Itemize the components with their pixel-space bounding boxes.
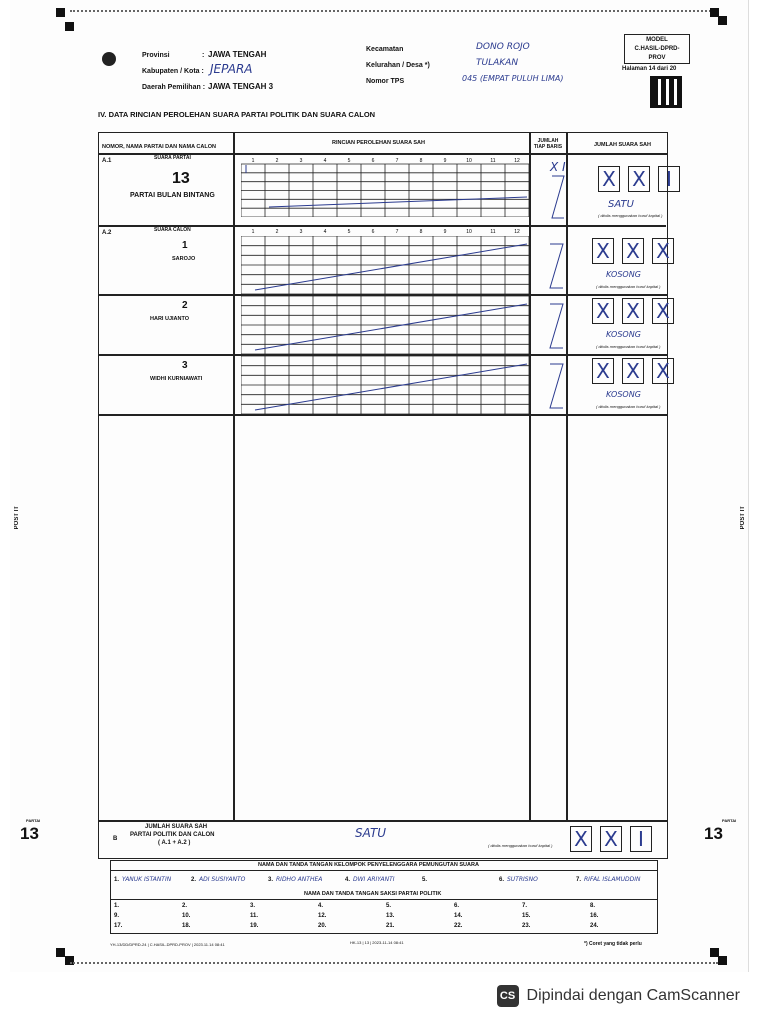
saksi-signature-slot: 3.	[250, 903, 256, 909]
document-sheet: Provinsi : JAWA TENGAH Kabupaten / Kota : JEPARA Daerah Pemilihan : JAWA TENGAH 3 Kecamatan DONO ROJO Kelurahan / Desa *) TULAKAN Nomor TPS 045 (EMPAT PULUH LIMA) MODEL C.HASIL-DPRD- PROV Halaman 14 dari 20 IV. DATA RINCIAN PEROLEHAN SUARA PARTAI POLITIK DAN SUARA CALON NOMOR, NAMA PARTAI DAN NAMA CALON RINCIAN PEROLEHAN SUARA SAH JUMLAH TIAP BARIS JUMLAH SUARA SAH A.1 SUARA PARTAI 13 PARTAI BULAN BINTANG 1 2 3 4 5 6 7 8 9 10 11 12 X I X X I SATU ( ditulis menggunakan huruf kapital ) A.2 SUARA CALON 1 2 3 4 5 6 7 8 9 10 11 12 1 SAROJO X X X KOSONG ( ditulis menggunakan huruf kapital ) 2 HARI UJIANTO X X X KOSONG ( ditulis menggunakan huruf kapital ) 3 WIDHI KURNIAWATI X X X KOSONG ( ditulis menggunakan huruf kapital ) B JUMLAH SUARA SAH PARTAI POLITIK DAN CALON ( A.1 + A.2 ) SATU ( ditulis menggunakan huruf kapital ) X X I NAMA DAN TANDA TANGAN KELOMPOK PENYELENGGARA PEMUNGUTAN SUARA 1. YANUK ISTANTIN 2. ADI SUSIYANTO 3. RIDHO ANTHEA 4. DWI ARIYANTI 5. 6. SUTRISNO 7. RIFAL ISLAMUDDIN NAMA DAN TANDA TANGAN SAKSI PARTAI POLITIK 1. 2. 3. 4. 5. 6. 7. 8. 9. 10. 11. 12. 13. 14. 15. 16. 17. 18. 19. 20. 21. 22. 23. 24. YH-13/DD/DPRD-24 | C.HASIL-DPRD-PROV | 2023.11.14 08:41 HK-13 | 13 | 2023-11-14 08:41 *) Coret yang tidak perlu PARTAI 13 PARTAI 13 POST IT POST IT	[10, 0, 749, 972]
candidate-words: KOSONG	[606, 270, 641, 279]
column-number: 8	[419, 158, 423, 164]
a1-total-box-units: I	[658, 166, 680, 192]
candidate-total-box-units: X	[652, 358, 674, 384]
alignment-mark	[56, 948, 65, 957]
footer-left-code: YH-13/DD/DPRD-24 | C.HASIL-DPRD-PROV | 2023.11.14 08:41	[110, 942, 225, 947]
a1-total-box-tens: X	[628, 166, 650, 192]
column-number: 2	[275, 229, 279, 235]
kpps-signature-name: RIDHO ANTHEA	[276, 876, 323, 883]
kpu-logo-icon	[102, 52, 116, 66]
saksi-signature-slot: 21.	[386, 923, 395, 929]
saksi-signature-slot: 20.	[318, 923, 327, 929]
kpps-title: NAMA DAN TANDA TANGAN KELOMPOK PENYELENGGARA PEMUNGUTAN SUARA	[258, 862, 479, 868]
camscanner-text: Dipindai dengan CamScanner	[526, 987, 740, 1004]
candidate-total-box-hundreds: X	[592, 358, 614, 384]
tps-value: 045 (EMPAT PULUH LIMA)	[462, 74, 564, 83]
kecamatan-value: DONO ROJO	[476, 42, 530, 52]
column-number: 9	[443, 158, 447, 164]
kpps-signature-name: ADI SUSIYANTO	[199, 876, 246, 883]
daerah-value: JAWA TENGAH 3	[208, 82, 274, 91]
qr-code-icon	[650, 76, 682, 108]
left-post-it-label: POST IT	[14, 506, 20, 530]
alignment-mark	[718, 956, 727, 965]
b-words: SATU	[355, 826, 387, 840]
section-title: IV. DATA RINCIAN PEROLEHAN SUARA PARTAI POLITIK DAN SUARA CALON	[98, 110, 376, 119]
model-line-3: PROV	[648, 55, 666, 61]
right-post-it-label: POST IT	[740, 506, 746, 530]
a1-code: A.1	[102, 158, 112, 164]
candidate-number: 3	[182, 360, 188, 371]
saksi-signature-slot: 12.	[318, 913, 327, 919]
column-number: 6	[371, 229, 375, 235]
column-number: 7	[395, 229, 399, 235]
footer-note: *) Coret yang tidak perlu	[584, 941, 642, 947]
kpps-signature-slot: 5.	[422, 877, 428, 883]
provinsi-label: Provinsi	[142, 52, 170, 59]
right-partai-number: 13	[704, 824, 723, 843]
candidate-total-box-units: X	[652, 298, 674, 324]
kpps-signature-name: SUTRISNO	[507, 876, 538, 883]
camscanner-watermark	[497, 985, 740, 1007]
b-label-3: ( A.1 + A.2 )	[158, 840, 191, 846]
candidate-words: KOSONG	[606, 390, 641, 399]
candidate-row-total-z	[548, 362, 566, 412]
party-number: 13	[172, 170, 190, 187]
saksi-signature-slot: 16.	[590, 913, 599, 919]
left-partai-label: PARTAI	[26, 818, 41, 823]
saksi-signature-slot: 15.	[522, 913, 531, 919]
top-dotted-guide	[70, 10, 718, 12]
saksi-title: NAMA DAN TANDA TANGAN SAKSI PARTAI POLITIK	[304, 891, 442, 897]
candidate-cancel-line	[255, 244, 527, 290]
model-line-2: C.HASIL-DPRD-	[634, 46, 680, 52]
provinsi-value: JAWA TENGAH	[208, 50, 267, 59]
kpps-signature-slot: 3.	[268, 877, 274, 883]
saksi-signature-slot: 13.	[386, 913, 395, 919]
column-number: 1	[251, 158, 255, 164]
footer-center-code: HK-13 | 13 | 2023-11-14 08:41	[350, 940, 404, 945]
column-number: 10	[466, 229, 472, 235]
saksi-signature-slot: 4.	[318, 903, 324, 909]
kpps-signature-name: RIFAL ISLAMUDDIN	[584, 876, 641, 883]
candidate-cancel-line	[255, 364, 527, 410]
candidate-total-box-hundreds: X	[592, 298, 614, 324]
kabupaten-value: JEPARA	[210, 62, 253, 76]
candidate-cancel-line	[255, 304, 527, 350]
signature-table	[110, 860, 658, 934]
candidate-words-hint: ( ditulis menggunakan huruf kapital )	[596, 344, 661, 349]
col-row-total-header: JUMLAH TIAP BARIS	[533, 138, 563, 150]
saksi-signature-slot: 14.	[454, 913, 463, 919]
column-number: 4	[323, 158, 327, 164]
candidate-tally-grid	[241, 296, 529, 354]
a1-row-total-z	[550, 174, 566, 220]
column-number: 12	[514, 158, 520, 164]
saksi-signature-slot: 18.	[182, 923, 191, 929]
kelurahan-value: TULAKAN	[476, 58, 519, 68]
kelurahan-label: Kelurahan / Desa *)	[366, 62, 430, 69]
b-total-box-tens: X	[600, 826, 622, 852]
candidate-words-hint: ( ditulis menggunakan huruf kapital )	[596, 404, 661, 409]
b-label-1: JUMLAH SUARA SAH	[145, 824, 208, 830]
col-total-header: JUMLAH SUARA SAH	[594, 142, 651, 148]
a1-tally-grid	[241, 155, 529, 217]
camscanner-icon: CS	[497, 985, 519, 1007]
b-code: B	[113, 836, 118, 842]
candidate-total-box-hundreds: X	[592, 238, 614, 264]
candidate-row-total-z	[548, 242, 566, 292]
saksi-signature-slot: 19.	[250, 923, 259, 929]
right-partai-label: PARTAI	[722, 818, 737, 823]
column-number: 1	[251, 229, 255, 235]
saksi-signature-slot: 10.	[182, 913, 191, 919]
bottom-dotted-guide	[70, 962, 718, 964]
saksi-signature-slot: 7.	[522, 903, 528, 909]
saksi-signature-slot: 9.	[114, 913, 120, 919]
column-number: 9	[443, 229, 447, 235]
column-number: 3	[299, 229, 303, 235]
candidate-tally-grid	[241, 356, 529, 414]
candidate-words: KOSONG	[606, 330, 641, 339]
candidate-tally-grid	[241, 236, 529, 294]
column-number: 11	[490, 229, 496, 235]
candidate-total-box-units: X	[652, 238, 674, 264]
model-badge	[624, 34, 690, 64]
kpps-signature-slot: 2.	[191, 877, 197, 883]
tps-label: Nomor TPS	[366, 78, 405, 85]
b-words-hint: ( ditulis menggunakan huruf kapital )	[488, 843, 553, 848]
a2-code: A.2	[102, 230, 112, 236]
column-number: 2	[275, 158, 279, 164]
kabupaten-label: Kabupaten / Kota :	[142, 68, 204, 75]
saksi-signature-slot: 2.	[182, 903, 188, 909]
candidate-total-box-tens: X	[622, 298, 644, 324]
a1-row-total-mark: X I	[550, 160, 566, 174]
kpps-signature-slot: 4.	[345, 877, 351, 883]
saksi-signature-slot: 22.	[454, 923, 463, 929]
candidate-number: 1	[182, 240, 188, 251]
candidate-name: SAROJO	[172, 256, 196, 262]
kpps-signature-slot: 7.	[576, 877, 582, 883]
kpps-signature-name: DWI ARIYANTI	[353, 876, 395, 883]
a2-number-row	[241, 226, 529, 236]
alignment-mark	[65, 22, 74, 31]
candidate-number: 2	[182, 300, 188, 311]
column-number: 8	[419, 229, 423, 235]
column-number: 3	[299, 158, 303, 164]
a1-words-hint: ( ditulis menggunakan huruf kapital )	[598, 213, 663, 218]
column-number: 10	[466, 158, 472, 164]
daerah-label: Daerah Pemilihan :	[142, 84, 206, 91]
kecamatan-label: Kecamatan	[366, 46, 404, 53]
a2-sub-label: SUARA CALON	[154, 227, 191, 233]
column-number: 5	[347, 158, 351, 164]
saksi-signature-slot: 1.	[114, 903, 120, 909]
b-total-box-hundreds: X	[570, 826, 592, 852]
model-line-1: MODEL	[646, 37, 668, 43]
column-number: 6	[371, 158, 375, 164]
saksi-signature-slot: 8.	[590, 903, 596, 909]
candidate-name: WIDHI KURNIAWATI	[150, 376, 203, 382]
column-number: 11	[490, 158, 496, 164]
saksi-signature-slot: 6.	[454, 903, 460, 909]
candidate-words-hint: ( ditulis menggunakan huruf kapital )	[596, 284, 661, 289]
column-number: 5	[347, 229, 351, 235]
a1-cancel-line	[269, 197, 527, 207]
a1-total-box-hundreds: X	[598, 166, 620, 192]
page-indicator: Halaman 14 dari 20	[622, 66, 677, 72]
saksi-signature-slot: 5.	[386, 903, 392, 909]
party-name: PARTAI BULAN BINTANG	[130, 192, 215, 199]
column-number: 7	[395, 158, 399, 164]
b-total-box-units: I	[630, 826, 652, 852]
candidate-name: HARI UJIANTO	[150, 316, 190, 322]
a1-sub-label: SUARA PARTAI	[154, 155, 191, 161]
kpps-signature-slot: 1.	[114, 877, 120, 883]
col-detail-header: RINCIAN PEROLEHAN SUARA SAH	[332, 140, 425, 146]
alignment-mark	[56, 8, 65, 17]
left-partai-number: 13	[20, 824, 39, 843]
b-label-2: PARTAI POLITIK DAN CALON	[130, 832, 215, 838]
candidate-total-box-tens: X	[622, 238, 644, 264]
a1-words: SATU	[608, 199, 634, 210]
candidate-total-box-tens: X	[622, 358, 644, 384]
column-number: 12	[514, 229, 520, 235]
saksi-signature-slot: 11.	[250, 913, 259, 919]
saksi-signature-slot: 23.	[522, 923, 531, 929]
saksi-signature-slot: 24.	[590, 923, 599, 929]
candidate-row-total-z	[548, 302, 566, 352]
kpps-signature-name: YANUK ISTANTIN	[122, 876, 172, 883]
column-number: 4	[323, 229, 327, 235]
kpps-signature-slot: 6.	[499, 877, 505, 883]
saksi-signature-slot: 17.	[114, 923, 123, 929]
alignment-mark	[718, 16, 727, 25]
col-party-header: NOMOR, NAMA PARTAI DAN NAMA CALON	[102, 144, 216, 150]
